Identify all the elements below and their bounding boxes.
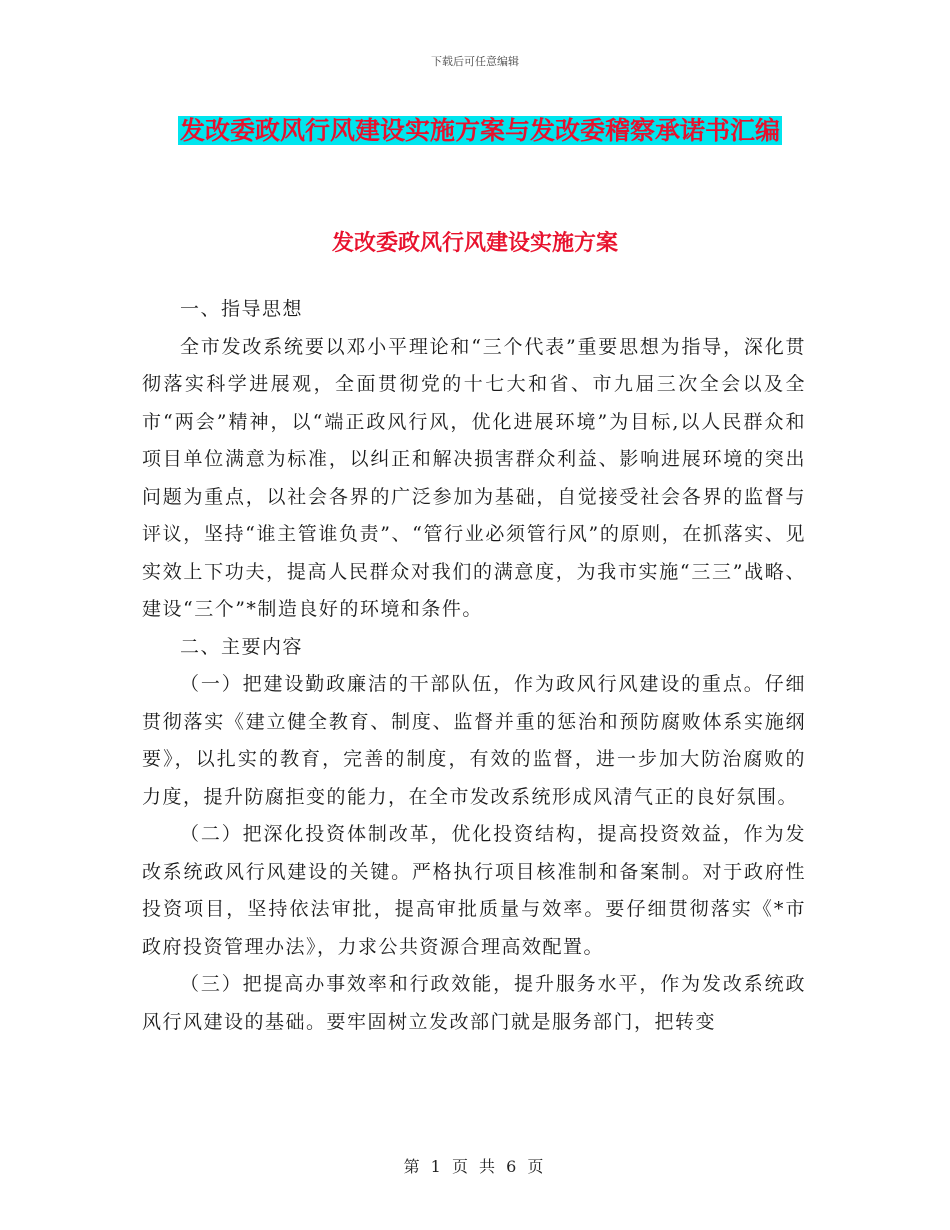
section-title: 发改委政风行风建设实施方案 [331,231,618,256]
body-paragraph: （一）把建设勤政廉洁的干部队伍，作为政风行风建设的重点。仔细贯彻落实《建立健全教育、制度、监督并重的惩治和预防腐败体系实施纲要》，以扎实的教育，完善的制度，有效的监督，进一步加大防治腐败的力度，提升防腐拒变的能力，在全市发改系统形成风清气正的良好氛围。 [142,673,806,808]
body-paragraph: 全市发改系统要以邓小平理论和“三个代表”重要思想为指导，深化贯彻落实科学进展观，全面贯彻党的十七大和省、市九届三次全会以及全市“两会”精神，以“端正政风行风，优化进展环境”为目标,以人民群众和项目单位满意为标准，以纠正和解决损害群众利益、影响进展环境的突出问题为重点，以社会各界的广泛参加为基础，自觉接受社会各界的监督与评议，坚持“谁主管谁负责”、“管行业必须管行风”的原则，在抓落实、见实效上下功夫，提高人民群众对我们的满意度，为我市实施“三三”战略、建设“三个”*制造良好的环境和条件。 [142,335,806,620]
heading-guiding-thought: 一、指导思想 [180,298,304,320]
title-highlight: 发改委政风行风建设实施方案与发改委稽察承诺书汇编 [179,116,780,145]
document-body [142,291,806,1041]
page-number: 第 1 页 共 6 页 [403,1157,547,1176]
body-paragraph: （二）把深化投资体制改革，优化投资结构，提高投资效益，作为发改系统政风行风建设的关键。严格执行项目核准制和备案制。对于政府性投资项目，坚持依法审批，提高审批质量与效率。要仔细贯彻落实《*市政府投资管理办法》，力求公共资源合理高效配置。 [142,823,806,958]
header-note: 下载后可任意编辑 [431,55,519,68]
document-title [150,108,810,154]
body-paragraph: （三）把提高办事效率和行政效能，提升服务水平，作为发改系统政风行风建设的基础。要牢固树立发改部门就是服务部门，把转变 [142,973,806,1033]
heading-main-content: 二、主要内容 [180,635,304,658]
